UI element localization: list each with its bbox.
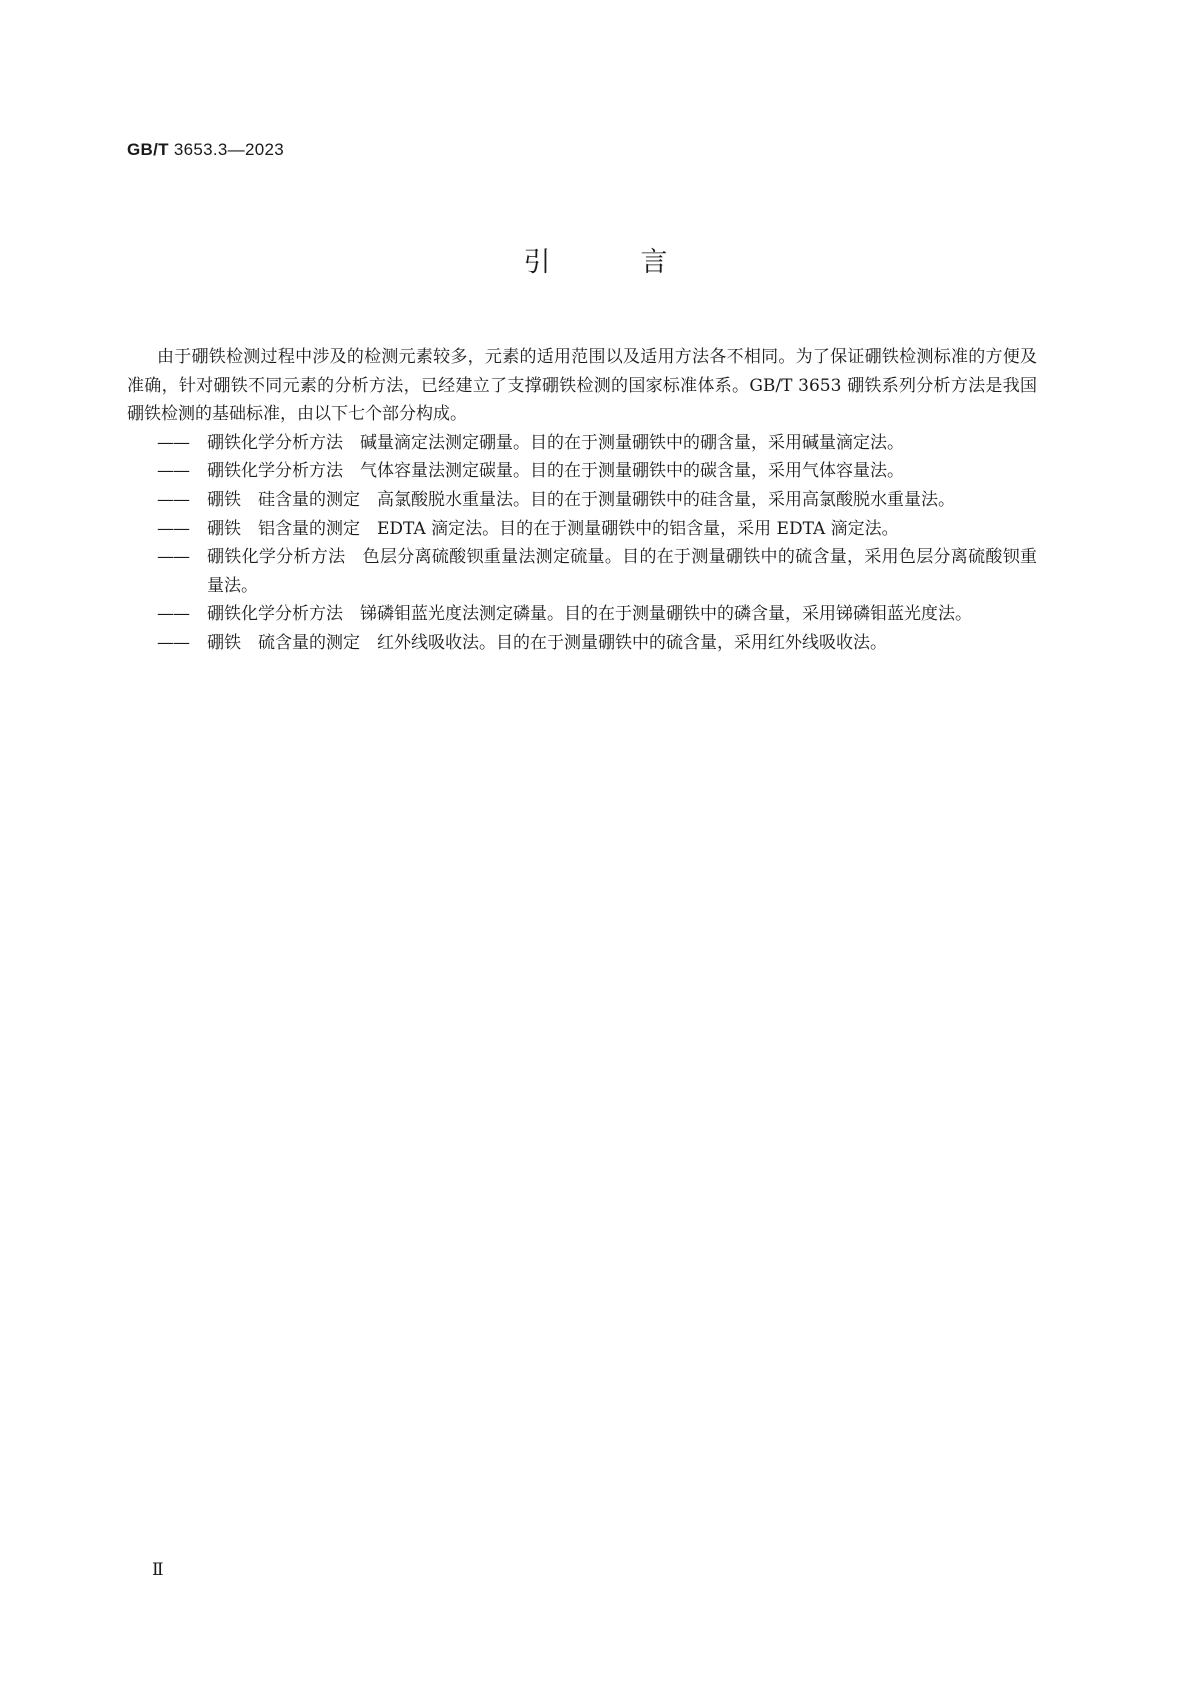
standard-number: 3653.3—2023 xyxy=(173,140,284,159)
section-title-char-2: 言 xyxy=(640,247,668,278)
section-title xyxy=(0,246,1191,280)
list-item xyxy=(157,600,1037,629)
list-item xyxy=(157,629,1037,658)
standard-prefix: GB/T xyxy=(127,140,169,159)
list-dash: —— xyxy=(157,632,189,653)
list-dash: —— xyxy=(157,604,189,625)
list-item xyxy=(157,457,1037,486)
list-dash: —— xyxy=(157,547,189,568)
standard-code xyxy=(127,140,284,160)
list-dash: —— xyxy=(157,489,189,510)
list-dash: —— xyxy=(157,461,189,482)
list-item xyxy=(157,543,1037,600)
list-item-text: 硼铁化学分析方法 色层分离硫酸钡重量法测定硫量。目的在于测量硼铁中的硫含量，采用色层分离硫酸钡重量法。 xyxy=(207,547,1037,596)
list-item-text: 硼铁化学分析方法 碱量滴定法测定硼量。目的在于测量硼铁中的硼含量，采用碱量滴定法。 xyxy=(207,432,904,453)
introduction-body xyxy=(127,343,1037,658)
list-item xyxy=(157,429,1037,458)
intro-paragraph: 由于硼铁检测过程中涉及的检测元素较多，元素的适用范围以及适用方法各不相同。为了保证硼铁检测标准的方便及准确，针对硼铁不同元素的分析方法，已经建立了支撑硼铁检测的国家标准体系。GB/T 3653 硼铁系列分析方法是我国硼铁检测的基础标准，由以下七个部分构成。 xyxy=(127,347,1037,425)
list-item-text: 硼铁 硫含量的测定 红外线吸收法。目的在于测量硼铁中的硫含量，采用红外线吸收法。 xyxy=(207,632,887,653)
list-item-text: 硼铁化学分析方法 锑磷钼蓝光度法测定磷量。目的在于测量硼铁中的磷含量，采用锑磷钼蓝光度法。 xyxy=(207,604,972,625)
list-dash: —— xyxy=(157,432,189,453)
list-item xyxy=(157,486,1037,515)
page-number: Ⅱ xyxy=(152,1560,164,1580)
list-dash: —— xyxy=(157,518,189,539)
section-title-char-1: 引 xyxy=(523,247,551,278)
list-item xyxy=(157,515,1037,544)
list-item-text: 硼铁化学分析方法 气体容量法测定碳量。目的在于测量硼铁中的碳含量，采用气体容量法。 xyxy=(207,461,904,482)
list-item-text: 硼铁 铝含量的测定 EDTA 滴定法。目的在于测量硼铁中的铝含量，采用 EDTA 滴定法。 xyxy=(207,518,899,539)
list-item-text: 硼铁 硅含量的测定 高氯酸脱水重量法。目的在于测量硼铁中的硅含量，采用高氯酸脱水重量法。 xyxy=(207,489,955,510)
